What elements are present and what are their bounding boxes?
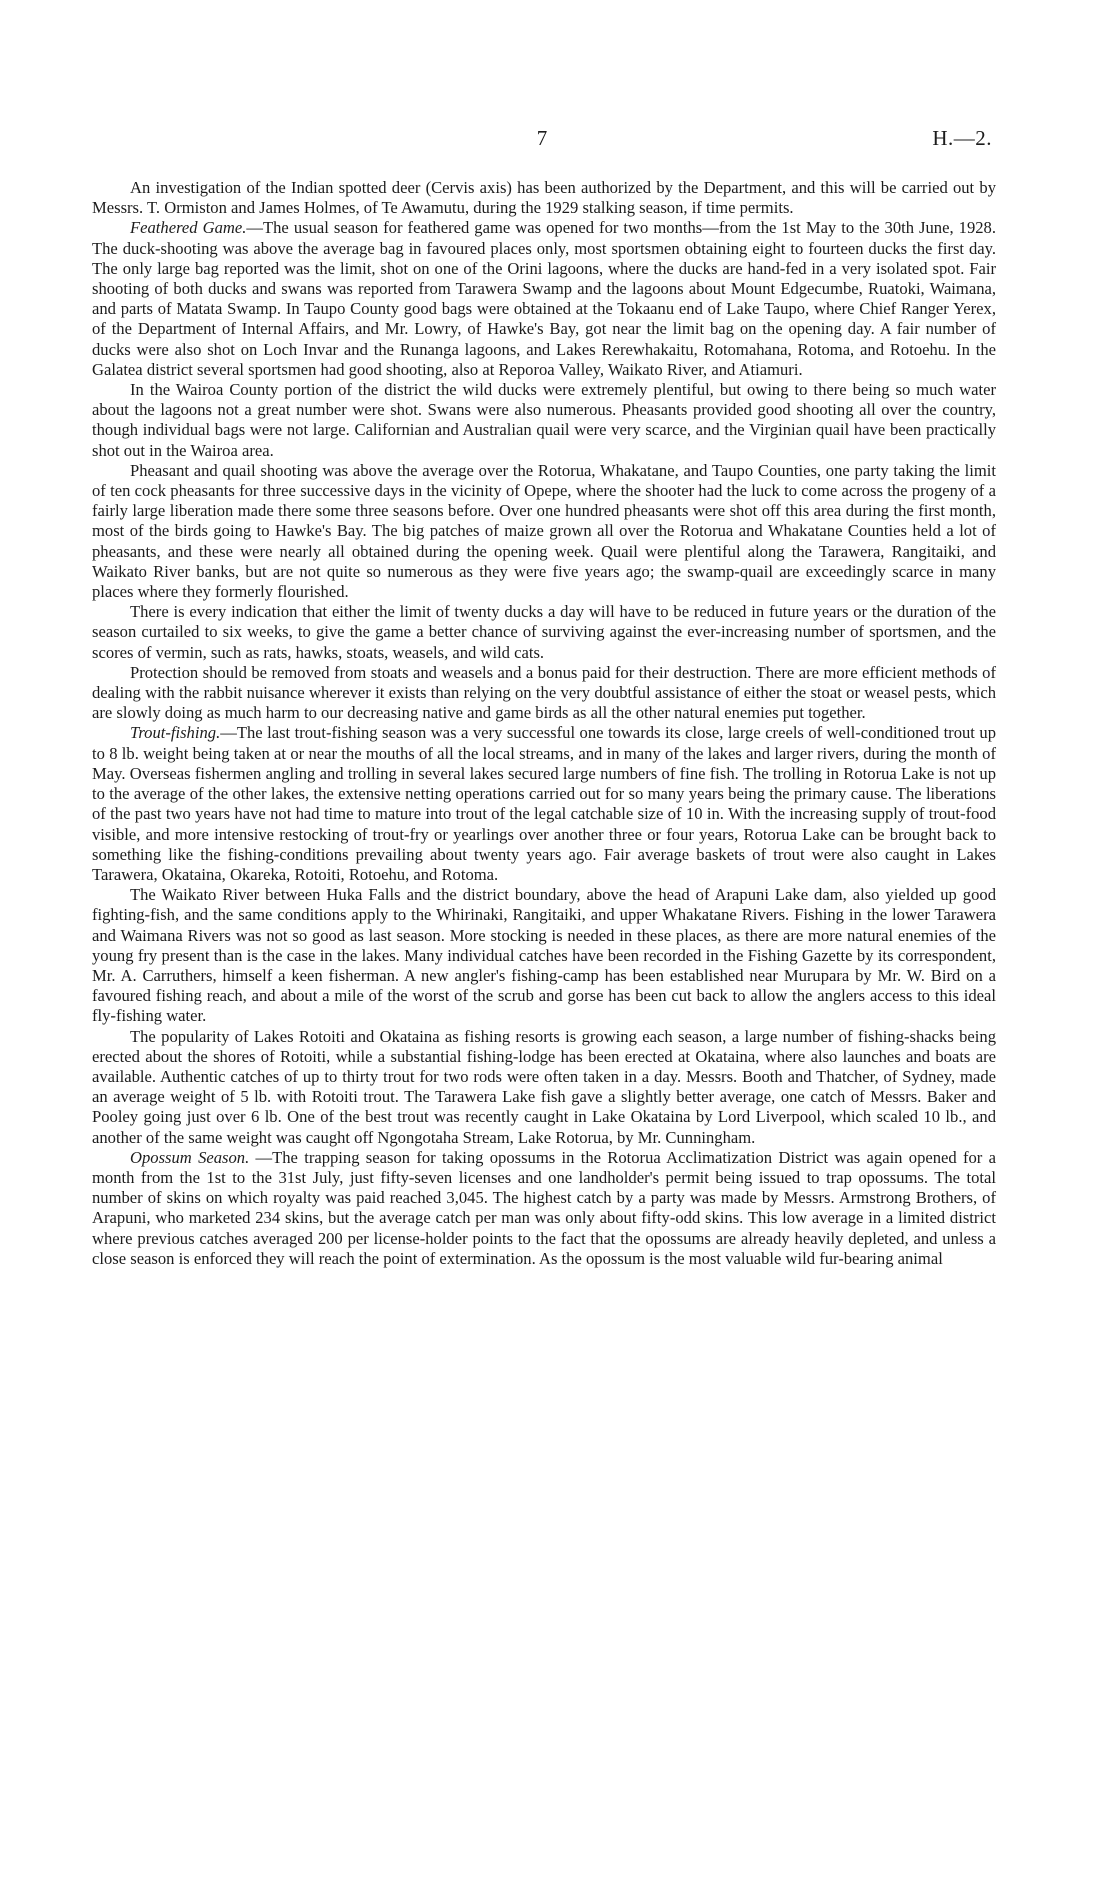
paragraph [92, 663, 996, 724]
paragraph [92, 602, 996, 663]
paragraph-text: An investigation of the Indian spotted deer (Cervis axis) has been authorized by the Department, and this will be carried out by Messrs. T. Ormiston and James Holmes, of Te Awamutu, during the 1929 stalking season, if time permits. [92, 178, 996, 218]
paragraph-text: The popularity of Lakes Rotoiti and Okataina as fishing resorts is growing each season, a large number of fishing-shacks being erected about the shores of Rotoiti, while a substantial fishing-lodge has been erected at Okataina, where also launches and boats are available. Authentic catches of up to thirty trout for two rods were often taken in a day. Messrs. Booth and Thatcher, of Sydney, made an average weight of 5 lb. with Rotoiti trout. The Tarawera Lake fish gave a slightly better average, one catch of Messrs. Baker and Pooley going just over 6 lb. One of the best trout was recently caught in Lake Okataina by Lord Liverpool, which scaled 10 lb., and another of the same weight was caught off Ngongotaha Stream, Lake Rotorua, by Mr. Cunningham. [92, 1026, 996, 1147]
paragraph-text: In the Wairoa County portion of the district the wild ducks were extremely plentiful, but owing to there being so much water about the lagoons not a great number were shot. Swans were also numerous. Pheasants provided good shooting all over the country, though individual bags were not large. Californian and Australian quail were very scarce, and the Virginian quail have been practically shot out in the Wairoa area. [92, 380, 996, 460]
paragraph [92, 1148, 996, 1269]
paragraph [92, 723, 996, 885]
paragraph-heading: Opossum Season. [130, 1147, 250, 1167]
paragraph-heading: Trout-fishing. [130, 723, 221, 743]
paragraph-text: Protection should be removed from stoats and weasels and a bonus paid for their destruction. There are more efficient methods of dealing with the rabbit nuisance wherever it exists than relying on the very doubtful assistance of either the stoat or weasel pests, which are slowly doing as much harm to our decreasing native and game birds as all the other natural enemies put together. [92, 662, 996, 723]
page-header [92, 126, 992, 156]
document-reference: H.—2. [932, 126, 992, 150]
paragraph-text: —The trapping season for taking opossums in the Rotorua Acclimatization District was again opened for a month from the 1st to the 31st July, just fifty-seven licenses and one landholder's permit being issued to trap opossums. The total number of skins on which royalty was paid reached 3,045. The highest catch by a party was made by Messrs. Armstrong Brothers, of Arapuni, who marketed 234 skins, but the average catch per man was only about fifty-odd skins. This low average in a limited district where previous catches averaged 200 per license-holder points to the fact that the opossums are already heavily depleted, and unless a close season is enforced they will reach the point of extermination. As the opossum is the most valuable wild fur-bearing animal [92, 1147, 996, 1268]
paragraph [92, 1027, 996, 1148]
paragraph [92, 461, 996, 602]
paragraph-text: —The last trout-fishing season was a very successful one towards its close, large creels of well-conditioned trout up to 8 lb. weight being taken at or near the mouths of all the local streams, and in many of the lakes and larger rivers, during the month of May. Overseas fishermen angling and trolling in several lakes secured large numbers of fine fish. The trolling in Rotorua Lake is not up to the average of the other lakes, the extensive netting operations carried out for so many years being the primary cause. The liberations of the past two years have not had time to mature into trout of the legal catchable size of 10 in. With the increasing supply of trout-food visible, and more intensive restocking of trout-fry or yearlings over another three or four years, Rotorua Lake can be brought back to something like the fishing-conditions prevailing about twenty years ago. Fair average baskets of trout were also caught in Lakes Tarawera, Okataina, Okareka, Rotoiti, Rotoehu, and Rotoma. [92, 723, 996, 884]
paragraph-text: The Waikato River between Huka Falls and the district boundary, above the head of Arapuni Lake dam, also yielded up good fighting-fish, and the same conditions apply to the Whirinaki, Rangitaiki, and upper Whakatane Rivers. Fishing in the lower Tarawera and Waimana Rivers was not so good as last season. More stocking is needed in these places, as there are more natural enemies of the young fry present than is the case in the lakes. Many individual catches have been recorded in the Fishing Gazette by its correspondent, Mr. A. Carruthers, himself a keen fisherman. A new angler's fishing-camp has been established near Murupara by Mr. W. Bird on a favoured fishing reach, and about a mile of the worst of the scrub and gorse has been cut back to allow the anglers access to this ideal fly-fishing water. [92, 885, 996, 1026]
paragraph-text: —The usual season for feathered game was opened for two months—from the 1st May to the 30th June, 1928. The duck-shooting was above the average bag in favoured places only, most sportsmen obtaining eight to fourteen ducks the first day. The only large bag reported was the limit, shot on one of the Orini lagoons, where the ducks are hand-fed in a very isolated spot. Fair shooting of both ducks and swans was reported from Tarawera Swamp and the lagoons about Mount Edgecumbe, Ruatoki, Waimana, and parts of Matata Swamp. In Taupo County good bags were obtained at the Tokaanu end of Lake Taupo, where Chief Ranger Yerex, of the Department of Internal Affairs, and Mr. Lowry, of Hawke's Bay, got near the limit bag on the opening day. A fair number of ducks were also shot on Loch Invar and the Runanga lagoons, and Lakes Rerewhakaitu, Rotomahana, Rotoma, and Rotoehu. In the Galatea district several sportsmen had good shooting, also at Reporoa Valley, Waikato River, and Atiamuri. [92, 218, 996, 379]
paragraph [92, 380, 996, 461]
paragraph [92, 885, 996, 1026]
paragraph-text: Pheasant and quail shooting was above the average over the Rotorua, Whakatane, and Taupo Counties, one party taking the limit of ten cock pheasants for three successive days in the vicinity of Opepe, where the shooter had the luck to come across the progeny of a fairly large liberation made there some three seasons before. Over one hundred pheasants were shot off this area during the first month, most of the birds going to Hawke's Bay. The big patches of maize grown all over the Rotorua and Whakatane Counties held a lot of pheasants, and these were nearly all obtained during the opening week. Quail were plentiful along the Tarawera, Rangitaiki, and Waikato River banks, but are not quite so numerous as they were five years ago; the swamp-quail are exceedingly scarce in many places where they formerly flourished. [92, 460, 996, 602]
paragraph [92, 218, 996, 380]
body-text [92, 178, 996, 1269]
paragraph-heading: Feathered Game. [130, 218, 247, 238]
paragraph [92, 178, 996, 218]
page-number: 7 [536, 126, 548, 150]
paragraph-text: There is every indication that either the limit of twenty ducks a day will have to be reduced in future years or the duration of the season curtailed to six weeks, to give the game a better chance of surviving against the ever-increasing number of sportsmen, and the scores of vermin, such as rats, hawks, stoats, weasels, and wild cats. [92, 602, 996, 662]
